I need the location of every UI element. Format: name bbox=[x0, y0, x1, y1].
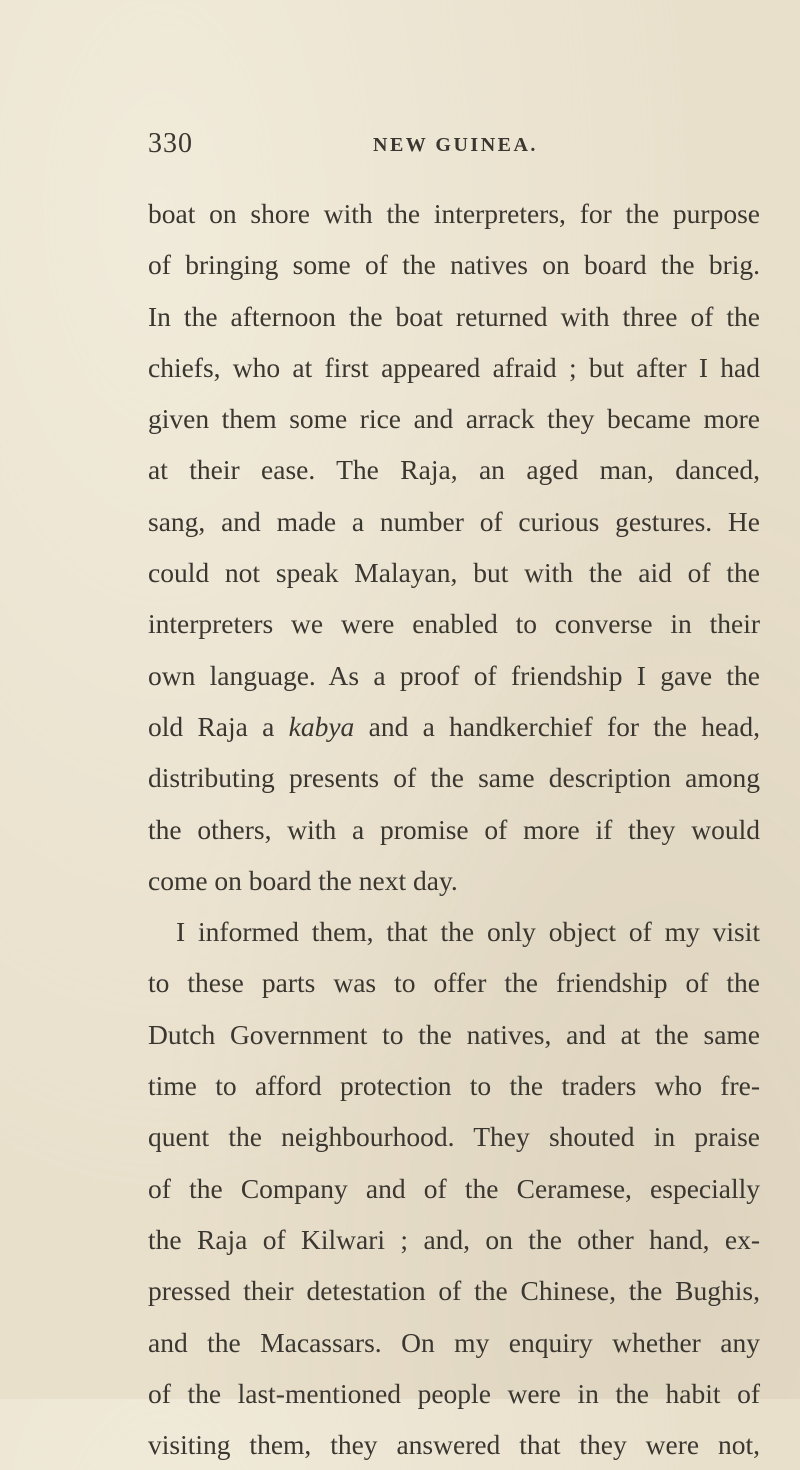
text-line: of the last-mentioned people were in the habit of bbox=[148, 1377, 760, 1409]
text-line: In the afternoon the boat returned with three of the bbox=[148, 300, 760, 332]
text-line: of bringing some of the natives on board the brig. bbox=[148, 249, 760, 281]
text-line: boat on shore with the interpreters, for the purpose bbox=[148, 198, 760, 229]
text-line: of the Company and of the Ceramese, especially bbox=[148, 1172, 760, 1204]
paragraph-2 bbox=[148, 906, 760, 1470]
body-text bbox=[148, 188, 760, 1470]
text-line: own language. As a proof of friendship I gave the bbox=[148, 659, 760, 691]
text-line: the others, with a promise of more if they would bbox=[148, 813, 760, 845]
text-line: pressed their detestation of the Chinese, the Bughis, bbox=[148, 1275, 760, 1307]
italic-term: kabya bbox=[288, 710, 355, 742]
text-line: quent the neighbourhood. They shouted in praise bbox=[148, 1121, 760, 1153]
page-number: 330 bbox=[148, 128, 193, 159]
text-line: and the Macassars. On my enquiry whether any bbox=[148, 1326, 760, 1358]
page-header bbox=[148, 128, 768, 172]
text-line: time to afford protection to the traders who fre- bbox=[148, 1070, 760, 1102]
paragraph-1 bbox=[148, 188, 760, 906]
text-line: distributing presents of the same description among bbox=[148, 762, 760, 794]
text-line: Dutch Government to the natives, and at the same bbox=[148, 1018, 760, 1050]
text-line: come on board the next day. bbox=[148, 864, 458, 896]
text-line: could not speak Malayan, but with the aid of the bbox=[148, 557, 760, 589]
text-line: visiting them, they answered that they were not, bbox=[148, 1429, 760, 1461]
text-line: to these parts was to offer the friendship of the bbox=[148, 967, 760, 999]
text-line: given them some rice and arrack they became more bbox=[148, 403, 760, 435]
text-line: at their ease. The Raja, an aged man, danced, bbox=[148, 454, 760, 486]
text-line: interpreters we were enabled to converse in their bbox=[148, 608, 760, 640]
text-line: chiefs, who at first appeared afraid ; but after I had bbox=[148, 351, 760, 383]
text-line bbox=[148, 701, 760, 752]
running-title: NEW GUINEA. bbox=[373, 134, 538, 156]
text-segment: old Raja a bbox=[148, 710, 289, 742]
text-line: sang, and made a number of curious gestures. He bbox=[148, 505, 760, 537]
text-line: the Raja of Kilwari ; and, on the other hand, ex- bbox=[148, 1223, 760, 1255]
text-segment: and a handkerchief for the head, bbox=[354, 710, 760, 742]
text-line: I informed them, that the only object of my visit bbox=[176, 916, 760, 948]
